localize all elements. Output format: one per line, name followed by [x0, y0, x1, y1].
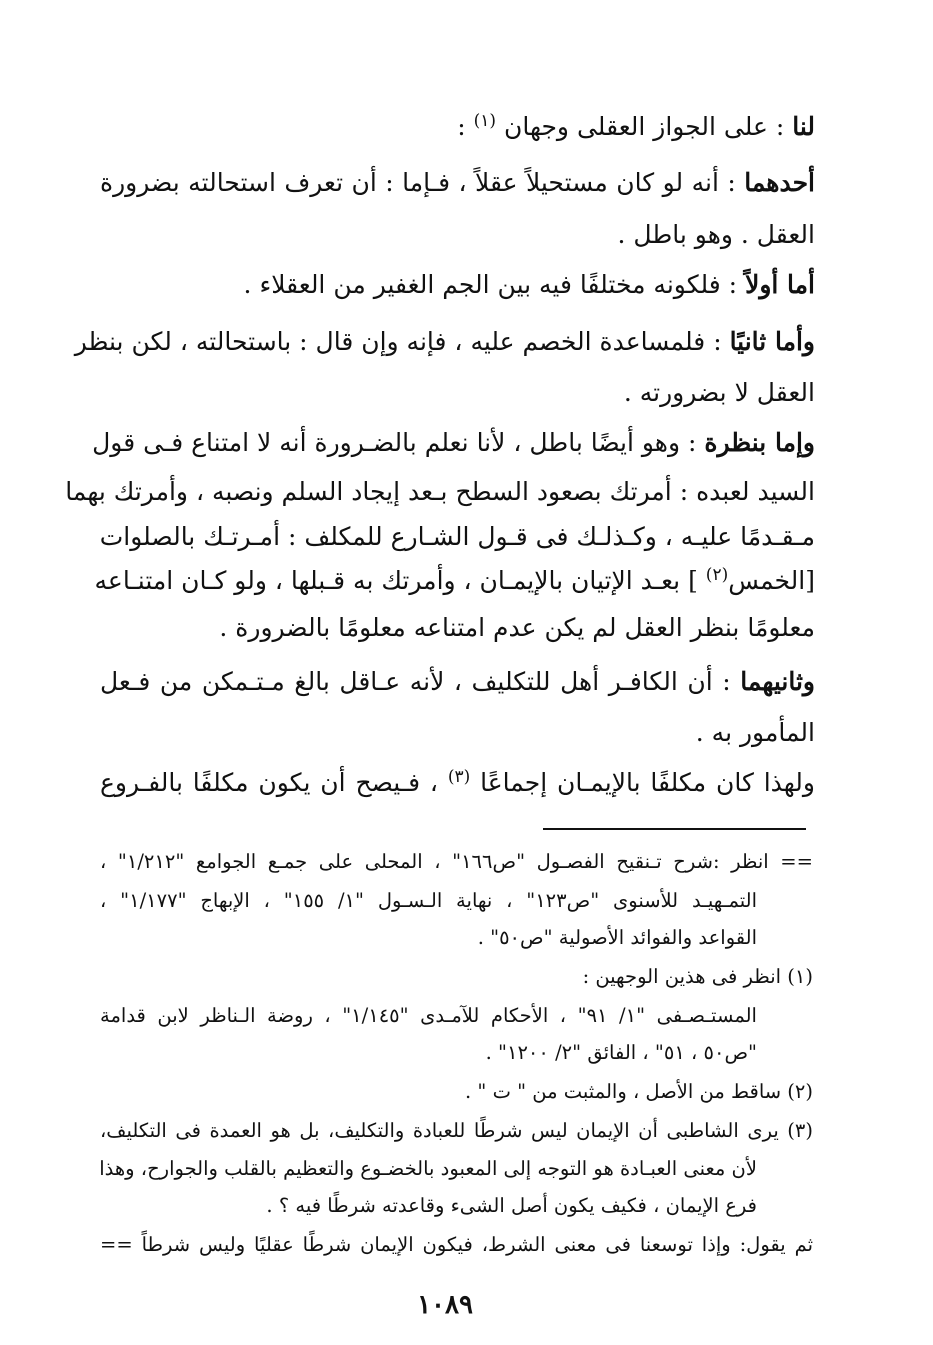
lead-word: لنا	[792, 112, 815, 141]
lead-word: أحدهما	[744, 168, 815, 197]
body-line-7: وإما بنظرة : وهو أيضًا باطل ، لأنا نعلم بالضـرورة أنه لا امتناع فـى قول	[92, 428, 815, 457]
body-line-10: [الخمس$^{(٢)}$ ] بعـد الإتيان بالإيمـان ، وأمرتك به قـبلها ، ولو كـان امتنـاعه	[94, 565, 815, 595]
footnote-line-3: القواعد والفوائد الأصولية "ص٥٠" .	[477, 926, 757, 949]
body-line-3: العقل . وهو باطل .	[617, 220, 815, 249]
body-line-11: معلومًا بنظر العقل لم يكن عدم امتناعه معلومًا بالضرورة .	[219, 613, 815, 642]
footnote-line-10: فرع الإيمان ، فكيف يكون أصل الشىء وقاعدته شرطًا فيه ؟ .	[266, 1194, 757, 1217]
footnote-line-9: لأن معنى العبـادة هو التوجه إلى المعبود بالخضـوع والتعظيم بالقلب والجوارح، وهذا	[99, 1157, 757, 1180]
footnote-line-7: (٢) ساقط من الأصل ، والمثبت من " ت " .	[465, 1080, 813, 1103]
body-line-9: مـقـدمًا عليـه ، وكـذلـك فى قـول الشـارع للمكلف : أمـرتـك بالصلوات	[99, 522, 815, 551]
body-line-8: السيد لعبده : أمرتك بصعود السطح بـعد إيجاد السلم ونصبه ، وأمرتك بهما	[65, 477, 815, 506]
footnote-line-2: التمـهيـد للأسنوى "ص١٢٣" ، نهاية الـسـول "١/ ١٥٥" ، الإبهاج "١/١٧٧" ،	[100, 889, 757, 912]
footnote-line-1: == انظر :شرح تـنقيح الفصـول "ص١٦٦" ، المحلى على جمـع الجوامع "١/٢١٢" ،	[100, 850, 813, 873]
body-line-1: لنا : على الجواز العقلى وجهان $^{(١)}$ :	[457, 111, 815, 141]
footnote-marker: (٢)	[705, 565, 729, 585]
footnote-marker: (١)	[473, 111, 497, 131]
body-line-12: وثانيهما : أن الكافـر أهل للتكليف ، لأنه عـاقل بالغ مـتـمكن من فـعل	[100, 667, 815, 696]
footnote-separator	[543, 828, 806, 830]
footnote-line-11: ثم يقول: وإذا توسعنا فى معنى الشرط، فيكون الإيمان شرطًا عقليًا وليس شرطاً ==	[100, 1233, 813, 1256]
lead-word: أما أولاً	[745, 270, 815, 299]
footnote-marker: (٣)	[447, 767, 471, 787]
page-number: ١٠٨٩	[417, 1290, 473, 1320]
lead-word: وثانيهما	[740, 667, 815, 696]
footnote-line-8: (٣) يرى الشاطبى أن الإيمان ليس شرطًا للعبادة والتكليف، بل هو العمدة فى التكليف،	[100, 1119, 813, 1142]
body-line-2: أحدهما : أنه لو كان مستحيلاً عقلاً ، فـإما : أن تعرف استحالته بضرورة	[100, 168, 815, 197]
lead-word: وإما بنظرة	[704, 428, 815, 457]
footnote-line-5: المستـصـفى "١/ ٩١" ، الأحكام للآمـدى "١/١٤٥" ، روضة الـناظر لابن قدامة	[100, 1004, 757, 1027]
lead-word: وأما ثانيًا	[729, 327, 815, 356]
footnote-line-6: "ص٥٠ ، ٥١" ، الفائق "٢/ ١٢٠٠" .	[485, 1041, 757, 1064]
body-line-13: المأمور به .	[695, 718, 815, 747]
body-line-14: ولهذا كان مكلفًا بالإيمـان إجماعًا $^{(٣)}$ ، فـيصح أن يكون مكلفًا بالفـروع	[100, 767, 815, 797]
body-line-5: وأما ثانيًا : فلمساعدة الخصم عليه ، فإنه وإن قال : باستحالته ، لكن بنظر	[74, 327, 815, 356]
body-line-4: أما أولاً : فلكونه مختلفًا فيه بين الجم الغفير من العقلاء .	[243, 270, 815, 299]
footnote-line-4: (١) انظر فى هذين الوجهين :	[582, 965, 813, 988]
body-line-6: العقل لا بضرورته .	[623, 378, 815, 407]
